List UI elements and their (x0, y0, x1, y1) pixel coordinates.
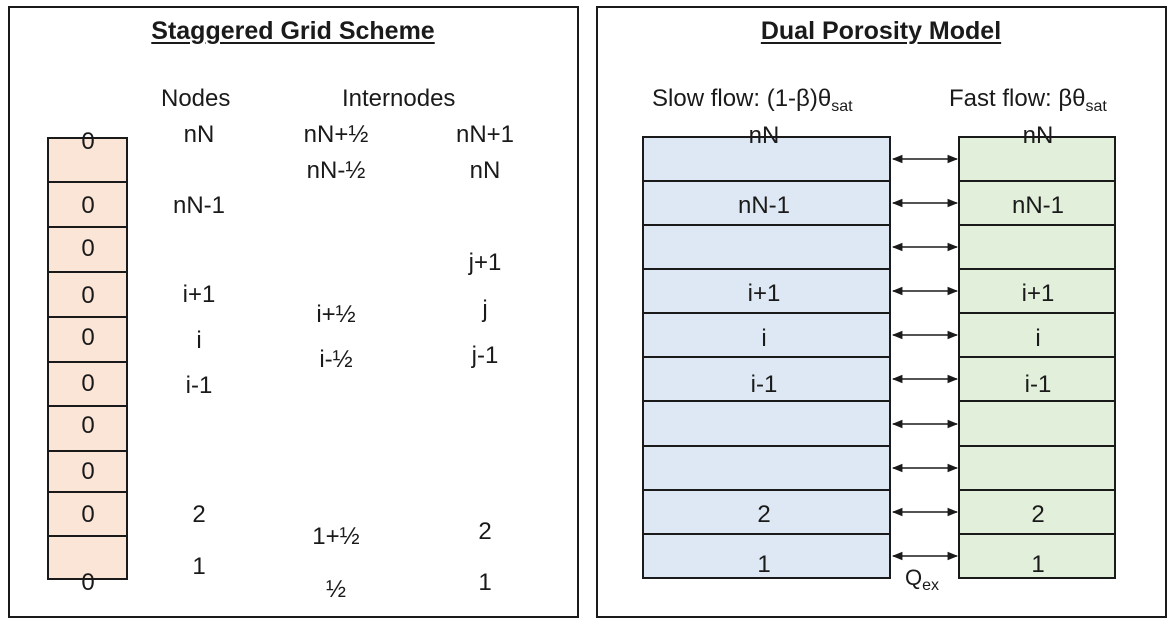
slow-cell-label: 2 (757, 501, 771, 528)
fast-flow-subscript: sat (1085, 98, 1107, 115)
fast-cell-label: nN-1 (1011, 192, 1065, 219)
internode-label: j (482, 296, 488, 323)
internodes-header: Internodes (342, 85, 456, 112)
internode-label: j+1 (468, 249, 502, 276)
internode-label: nN (469, 157, 501, 184)
slow-cell-label: i-1 (750, 371, 778, 398)
cell-value: 0 (81, 192, 95, 219)
exchange-flux-label (905, 565, 940, 594)
cell-value: 0 (81, 569, 95, 596)
cell-value: 0 (81, 412, 95, 439)
cell-value: 0 (81, 324, 95, 351)
cell-value: 0 (81, 128, 95, 155)
node-label: i-1 (185, 372, 213, 399)
exchange-flux-main: Q (905, 565, 923, 590)
exchange-flux-subscript: ex (922, 577, 940, 594)
cell-value: 0 (81, 458, 95, 485)
node-label: nN-1 (172, 192, 226, 219)
half-internode-label: i+½ (316, 301, 356, 328)
fast-cell-label: 1 (1031, 551, 1045, 578)
internode-label: nN+1 (455, 121, 515, 148)
node-label: nN (183, 121, 215, 148)
slow-cell-label: 1 (757, 551, 771, 578)
slow-flow-subscript: sat (831, 98, 853, 115)
nodes-header: Nodes (161, 85, 231, 112)
half-internode-label: 1+½ (312, 523, 360, 550)
slow-cell-label: nN (748, 122, 780, 149)
internode-label: 1 (478, 569, 492, 596)
half-internode-label: i-½ (319, 346, 353, 373)
internode-label: j-1 (471, 342, 499, 369)
node-label: 1 (192, 553, 206, 580)
dual-porosity-title: Dual Porosity Model (760, 17, 1002, 45)
internode-label: 2 (478, 518, 492, 545)
slow-cell-label: i+1 (747, 280, 781, 307)
fast-cell-label: 2 (1031, 501, 1045, 528)
cell-value: 0 (81, 501, 95, 528)
fast-cell-label: i (1035, 325, 1041, 352)
half-internode-label: nN-½ (306, 157, 366, 184)
cell-value: 0 (81, 370, 95, 397)
node-label: i+1 (182, 281, 216, 308)
fast-cell-label: i-1 (1024, 371, 1052, 398)
node-label: i (196, 327, 202, 354)
slow-cell-label: nN-1 (737, 192, 791, 219)
fast-cell-label: i+1 (1021, 280, 1055, 307)
half-internode-label: nN+½ (303, 121, 369, 148)
slow-cell-label: i (761, 325, 767, 352)
node-label: 2 (192, 501, 206, 528)
slow-flow-label: Slow flow: (1-β)θ (652, 85, 832, 112)
cell-value: 0 (81, 235, 95, 262)
staggered-grid-title: Staggered Grid Scheme (151, 17, 435, 45)
half-internode-label: ½ (325, 576, 347, 603)
fast-cell-label: nN (1022, 122, 1054, 149)
cell-value: 0 (81, 282, 95, 309)
fast-flow-label: Fast flow: βθ (949, 85, 1086, 112)
